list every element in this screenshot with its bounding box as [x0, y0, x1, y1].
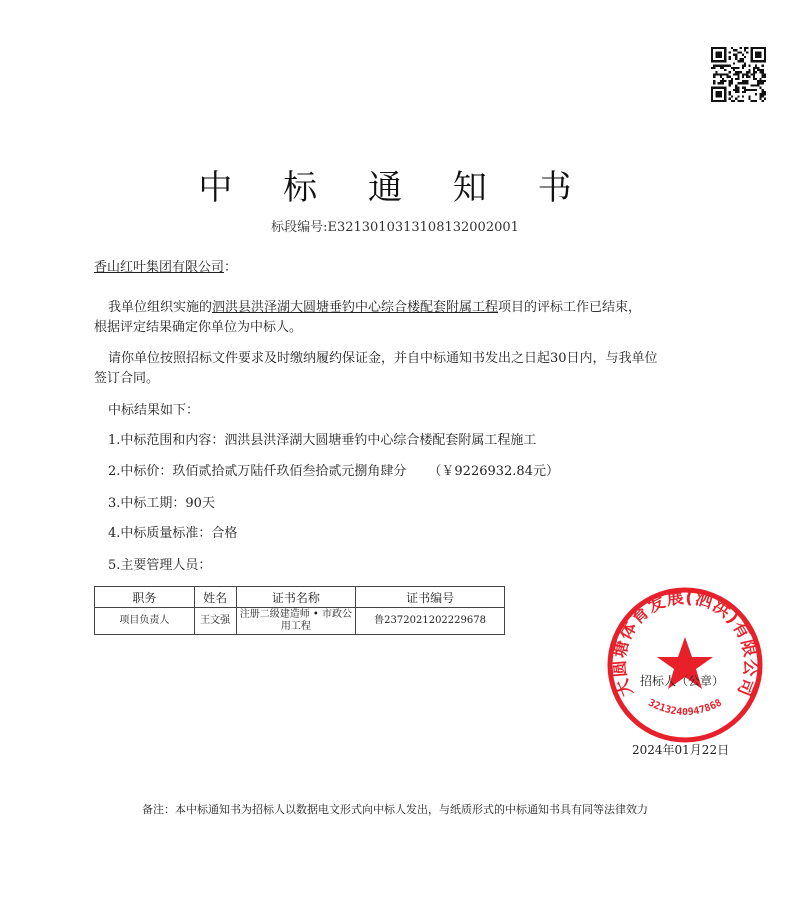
paragraph-2-line-2: 签订合同。: [94, 371, 160, 386]
cell-position: 项目负责人: [95, 608, 195, 635]
staff-table: [94, 586, 505, 635]
results-heading: 中标结果如下：: [108, 403, 200, 418]
paragraph-1-line-1: [108, 298, 641, 318]
col-header-position: 职务: [95, 587, 195, 608]
seal-number: 3213240947868: [646, 697, 724, 718]
price-amount: （￥9226932.84元）: [428, 464, 559, 479]
result-price: [108, 462, 559, 482]
price-words: 2.中标价：玖佰贰拾贰万陆仟玖佰叁拾贰元捌角肆分: [108, 464, 407, 479]
result-scope: 1.中标范围和内容：泗洪县洪泽湖大圆塘垂钓中心综合楼配套附属工程施工: [108, 433, 537, 448]
official-seal: [605, 585, 765, 745]
result-duration: 3.中标工期：90天: [108, 496, 215, 511]
result-quality: 4.中标质量标准：合格: [108, 526, 238, 541]
footer-note: 备注：本中标通知书为招标人以数据电文形式向中标人发出，与纸质形式的中标通知书具有同等法律效力: [142, 803, 648, 816]
cell-name: 王文强: [194, 608, 236, 635]
qr-code-icon: [711, 47, 766, 102]
col-header-cert-number: 证书编号: [356, 587, 505, 608]
paragraph-2-line-1: 请你单位按照招标文件要求及时缴纳履约保证金，并自中标通知书发出之日起30日内，与我单位: [108, 351, 658, 366]
result-staff-heading: 5.主要管理人员：: [108, 558, 212, 573]
col-header-name: 姓名: [194, 587, 236, 608]
page-title: 中 标 通 知 书: [198, 168, 592, 208]
signature-label: 招标人（公章）: [640, 674, 725, 688]
col-header-cert-name: 证书名称: [236, 587, 356, 608]
section-number: 标段编号:E3213010313108132002001: [271, 220, 519, 235]
table-row: [95, 608, 505, 635]
project-name: 泗洪县洪泽湖大圆塘垂钓中心综合楼配套附属工程: [212, 300, 499, 315]
recipient-suffix: ：: [224, 260, 238, 275]
paragraph-1-line-2: 根据评定结果确定你单位为中标人。: [94, 320, 303, 335]
recipient-name: 香山红叶集团有限公司: [94, 260, 225, 275]
recipient-line: [94, 258, 237, 278]
table-header-row: [95, 587, 505, 608]
para1-suffix: 项目的评标工作已结束，: [498, 300, 642, 315]
seal-text: 大圆塘体育发展(泗洪)有限公司: [609, 587, 761, 700]
issue-date: 2024年01月22日: [632, 743, 730, 757]
cell-cert-name: 注册二级建造师 • 市政公用工程: [236, 608, 356, 635]
cell-cert-number: 鲁2372021202229678: [356, 608, 505, 635]
para1-prefix: 我单位组织实施的: [108, 300, 213, 315]
